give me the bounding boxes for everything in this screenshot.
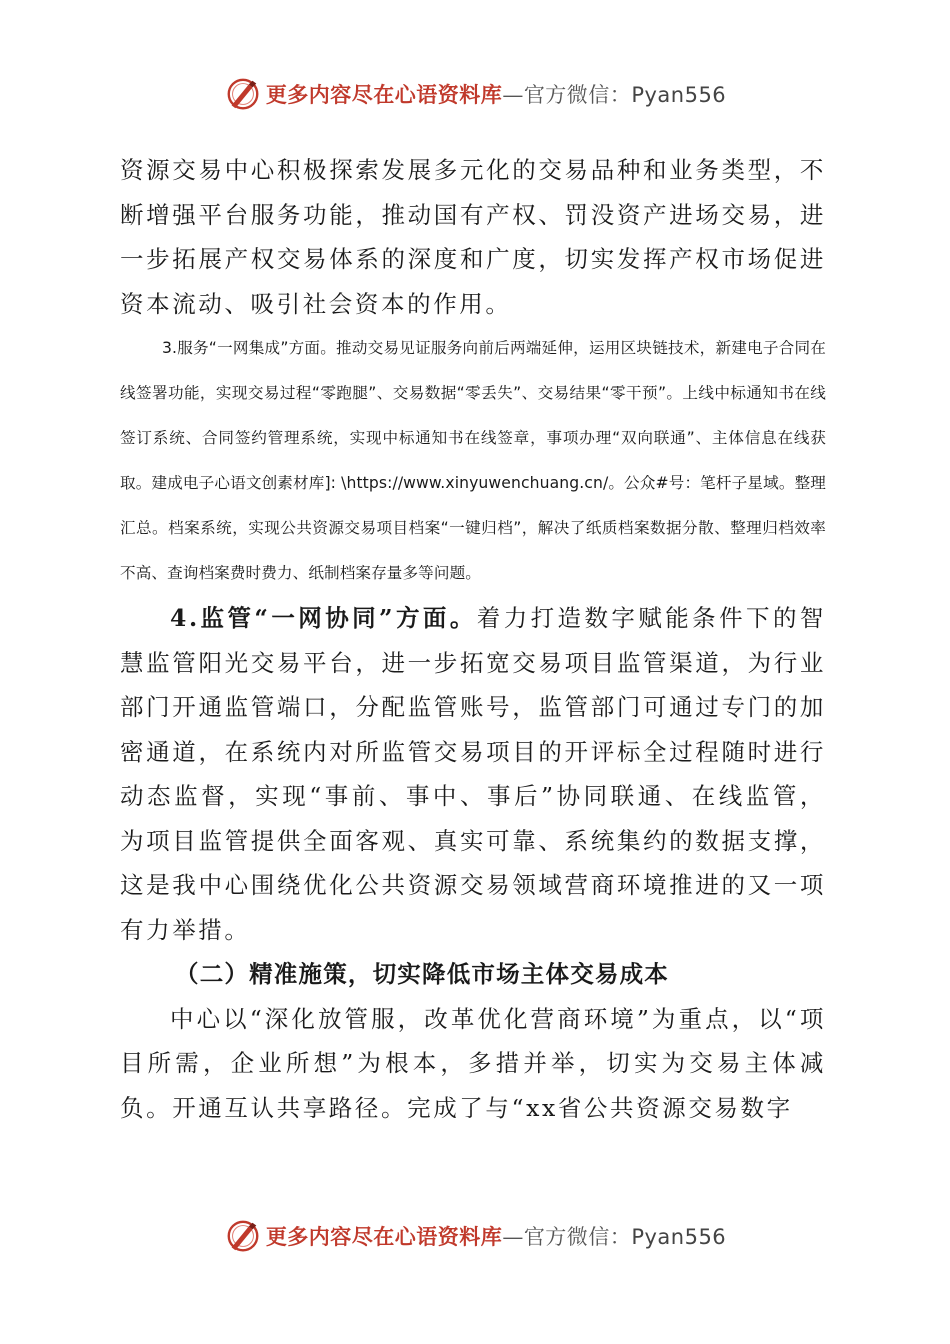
watermark-dash: — — [502, 1225, 524, 1249]
watermark-text: 更多内容尽在心语资料库 — [265, 1224, 503, 1249]
paragraph-1: 资源交易中心积极探索发展多元化的交易品种和业务类型，不断增强平台服务功能，推动国有产权、罚没资产进场交易，进一步拓展产权交易体系的深度和广度，切实发挥产权市场促进资本流动、吸引社会资本的作用。 — [120, 156, 826, 318]
watermark-handle: Pyan556 — [631, 1225, 727, 1249]
paragraph-3-body: 着力打造数字赋能条件下的智慧监管阳光交易平台，进一步拓宽交易项目监管渠道，为行业部门开通监管端口，分配监管账号，监管部门可通过专门的加密通道，在系统内对所监管交易项目的开评标全过程随时进行动态监督，实现“事前、事中、事后”协同联通、在线监管，为项目监管提供全面客观、真实可靠、系统集约的数据支撑，这是我中心围绕优化公共资源交易领域营商环境推进的又一项有力举措。 — [120, 604, 826, 944]
section-heading: （二）精准施策，切实降低市场主体交易成本 — [175, 960, 669, 988]
pen-logo-icon — [224, 1217, 262, 1255]
watermark-dash: — — [502, 83, 524, 107]
pen-logo-icon — [224, 75, 262, 113]
paragraph-3 — [120, 596, 826, 952]
paragraph-4: 中心以“深化放管服，改革优化营商环境”为重点，以“项目所需，企业所想”为根本，多措并举，切实为交易主体减负。开通互认共享路径。完成了与“xx省公共资源交易数字 — [120, 1004, 826, 1122]
header-watermark — [0, 72, 950, 116]
footer-watermark — [0, 1214, 950, 1258]
watermark-text: 更多内容尽在心语资料库 — [265, 82, 503, 107]
paragraph-2: 3.服务“一网集成”方面。推动交易见证服务向前后两端延伸，运用区块链技术，新建电子合同在线签署功能，实现交易过程“零跑腿”、交易数据“零丢失”、交易结果“零干预”。上线中标通知书在线签订系统、合同签约管理系统，实现中标通知书在线签章，事项办理“双向联通”、主体信息在线获取。建成电子心语文创素材库]: \https://www.xinyuwenchuang.cn/。公众#号：笔杆子星域。整理汇总。档案系统，实现公共资源交易项目档案“一键归档”，解决了纸质档案数据分散、整理归档效率不高、查询档案费时费力、纸制档案存量多等问题。 — [120, 339, 826, 582]
watermark-handle: Pyan556 — [631, 83, 727, 107]
paragraph-3-lead: 4.监管“一网协同”方面。 — [170, 604, 477, 632]
document-body — [120, 148, 826, 1130]
watermark-label: 官方微信： — [523, 1225, 632, 1249]
watermark-label: 官方微信： — [523, 83, 632, 107]
